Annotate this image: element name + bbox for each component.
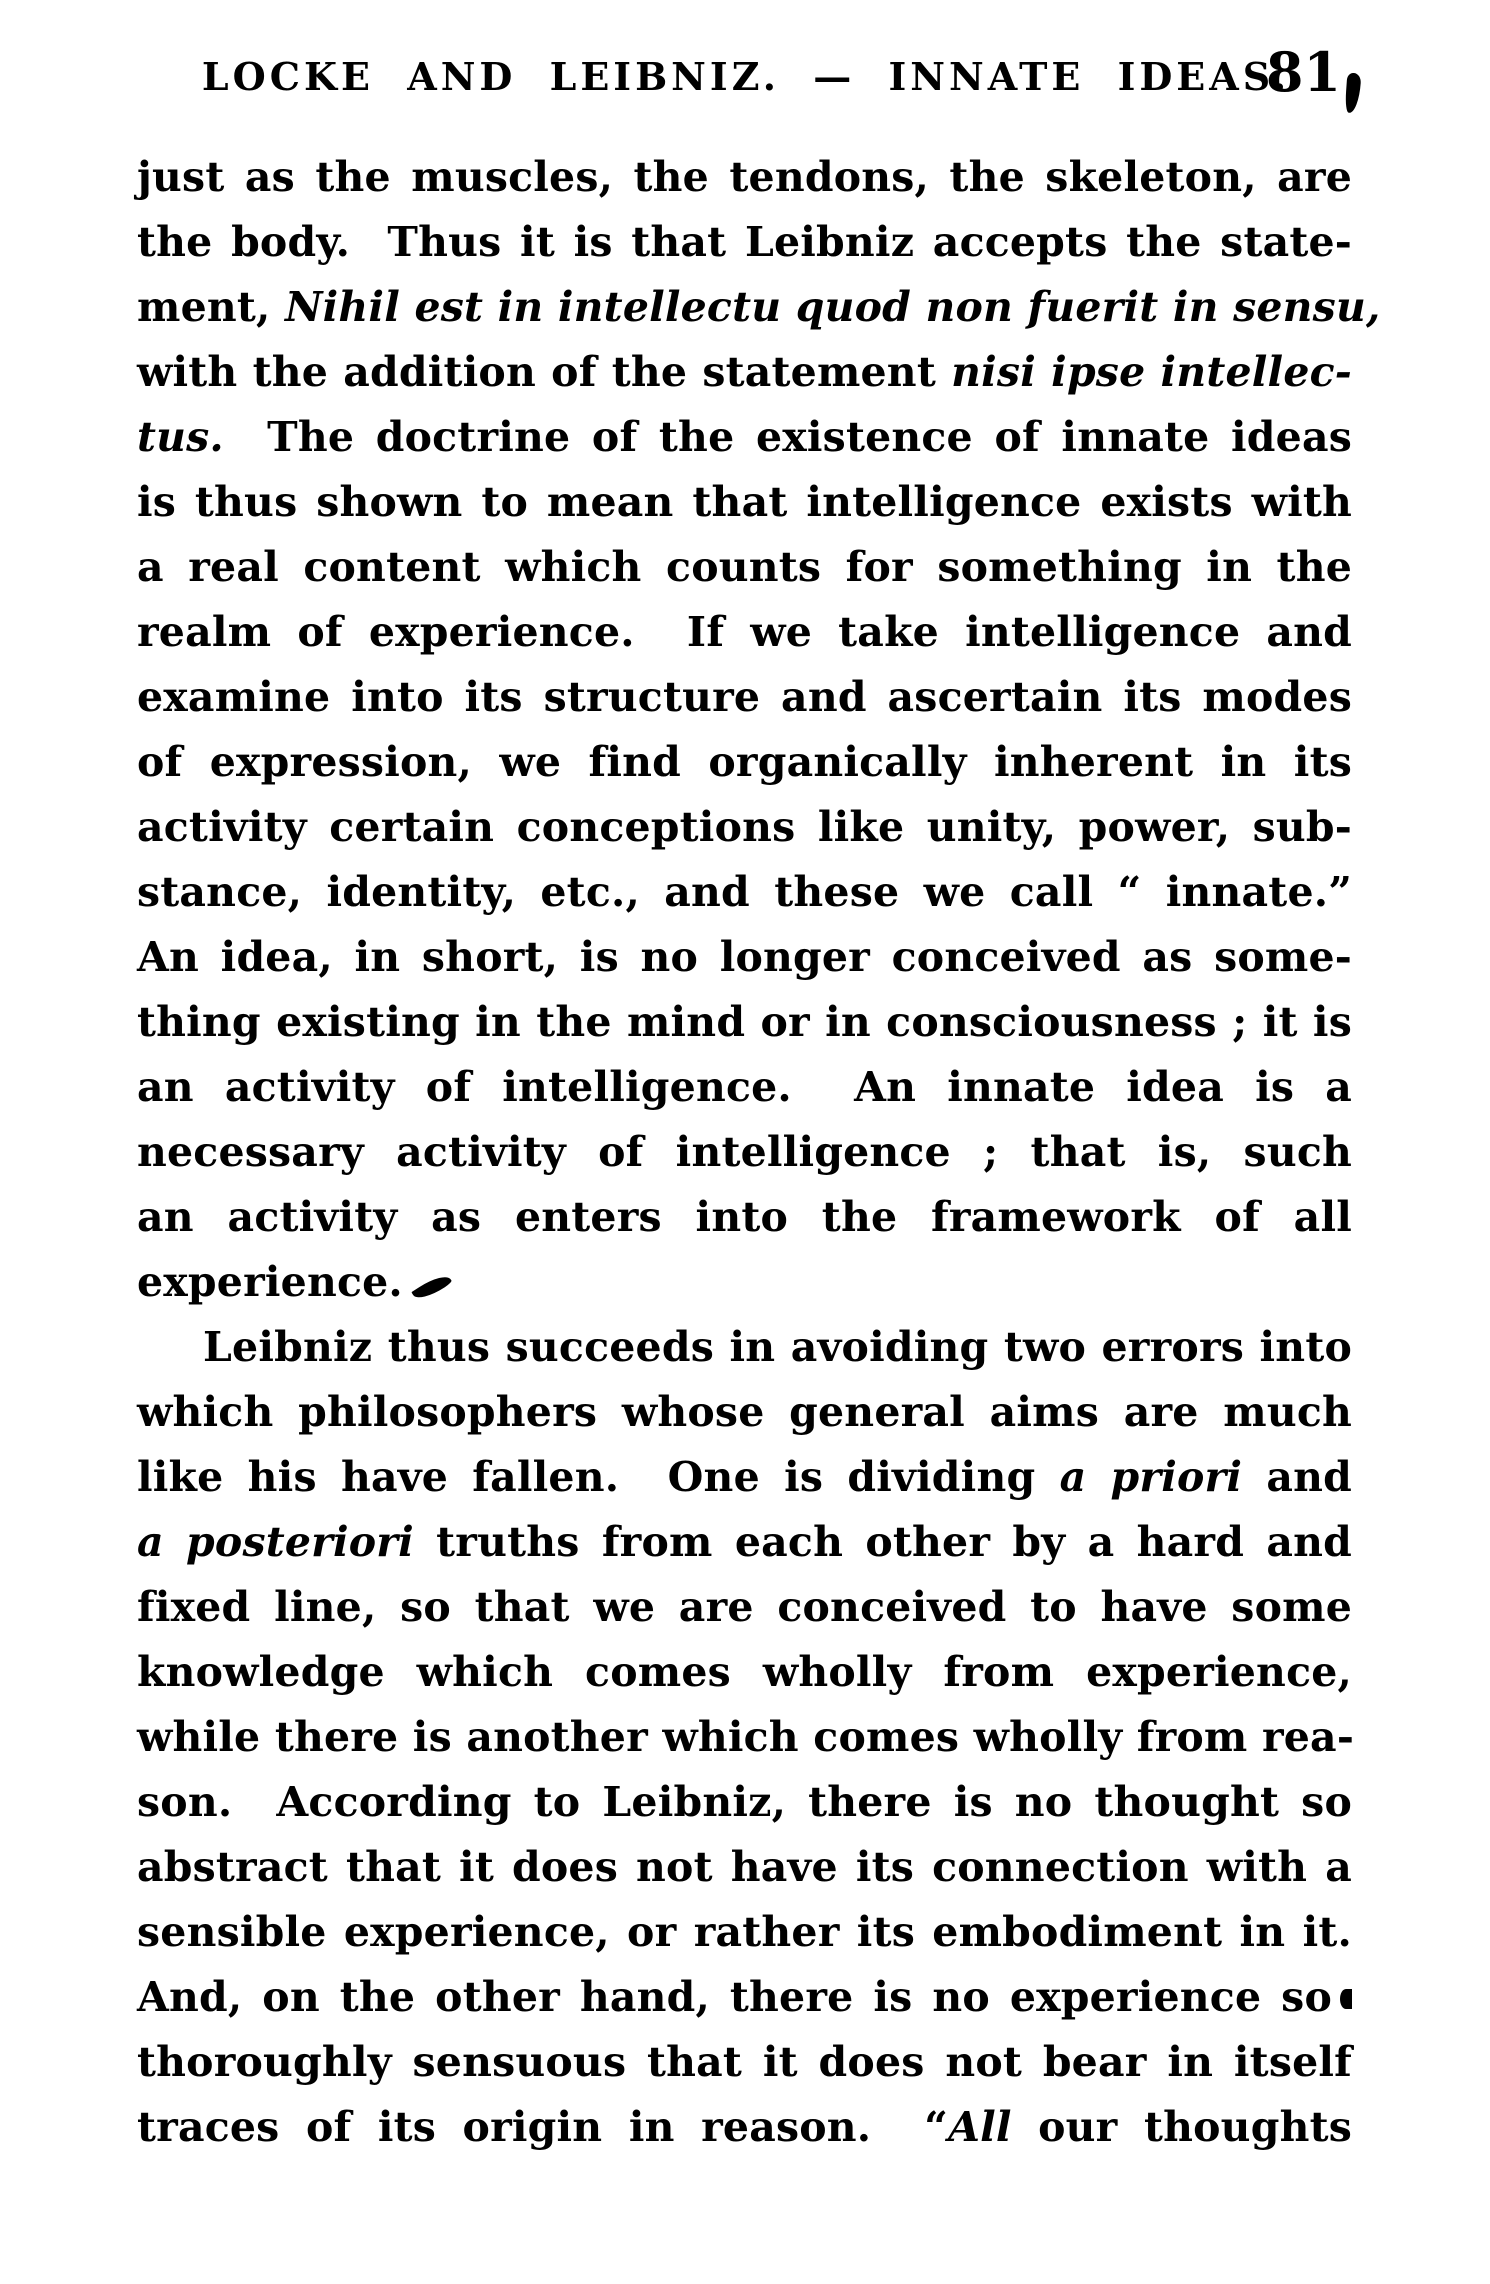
- text-run: an activity of intelligence. An innate idea is a: [137, 1063, 1352, 1111]
- text-line: [137, 1770, 1352, 1835]
- text-run: An idea, in short, is no longer conceived as some-: [137, 933, 1352, 981]
- text-run: examine into its structure and ascertain its modes: [137, 673, 1352, 721]
- ink-blob-mark: [1345, 73, 1362, 114]
- text-run: like his have fallen. One is dividing: [137, 1453, 1060, 1501]
- text-line: [137, 210, 1352, 275]
- text-run: knowledge which comes wholly from experience,: [137, 1648, 1352, 1696]
- text-run: while there is another which comes wholly from rea-: [137, 1713, 1355, 1761]
- text-run: the body. Thus it is that Leibniz accepts the state-: [137, 218, 1352, 266]
- text-line: [137, 1835, 1352, 1900]
- text-run: an activity as enters into the framework of all: [137, 1193, 1352, 1241]
- text-run: traces of its origin in reason. “: [137, 2103, 949, 2151]
- text-run: And, on the other hand, there is no experience so: [137, 1973, 1332, 2021]
- text-line: [137, 145, 1352, 210]
- text-line: [137, 2095, 1352, 2160]
- half-disc-mark: [1340, 1989, 1352, 2009]
- italic-text-run: Nihil est in intellectu quod non fuerit in sensu,: [284, 283, 1381, 331]
- page-header: [137, 40, 1355, 104]
- text-run: fixed line, so that we are conceived to have some: [137, 1583, 1352, 1631]
- page-number-value: 81: [1265, 40, 1341, 104]
- text-run: a real content which counts for something in the: [137, 543, 1352, 591]
- text-line: [137, 1250, 1352, 1315]
- text-line: [137, 1185, 1352, 1250]
- text-line: [137, 860, 1352, 925]
- text-run: just as the muscles, the tendons, the skeleton, are: [137, 153, 1352, 201]
- text-line: [137, 2030, 1352, 2095]
- text-run: our thoughts: [1011, 2103, 1352, 2151]
- text-run: with the addition of the statement: [137, 348, 952, 396]
- italic-text-run: a posteriori: [137, 1518, 414, 1566]
- text-line: [137, 1315, 1352, 1380]
- running-header-title: LOCKE AND LEIBNIZ. — INNATE IDEAS.: [201, 54, 1291, 99]
- text-line: [137, 1445, 1352, 1510]
- text-run: of expression, we find organically inherent in its: [137, 738, 1352, 786]
- text-run: activity certain conceptions like unity, power, sub-: [137, 803, 1352, 851]
- page-number: [1265, 40, 1360, 113]
- text-line: [137, 795, 1352, 860]
- text-run: son. According to Leibniz, there is no thought so: [137, 1778, 1352, 1826]
- text-line: [137, 405, 1352, 470]
- text-run: thing existing in the mind or in consciousness ; it is: [137, 998, 1352, 1046]
- text-line: [137, 1965, 1352, 2030]
- text-line: [137, 470, 1352, 535]
- text-line: [137, 1575, 1352, 1640]
- text-line: [137, 340, 1352, 405]
- text-line: [137, 1510, 1352, 1575]
- text-run: necessary activity of intelligence ; that is, such: [137, 1128, 1352, 1176]
- text-line: [137, 1705, 1355, 1770]
- text-run: abstract that it does not have its connection with a: [137, 1843, 1352, 1891]
- text-run: sensible experience, or rather its embodiment in it.: [137, 1908, 1352, 1956]
- text-run: Leibniz thus succeeds in avoiding two errors into: [203, 1323, 1352, 1371]
- italic-text-run: a priori: [1059, 1453, 1243, 1501]
- text-line: [137, 925, 1352, 990]
- text-line: [137, 535, 1352, 600]
- text-line: [137, 1120, 1352, 1185]
- text-line: [137, 1380, 1352, 1445]
- text-run: thoroughly sensuous that it does not bear in itself: [137, 2038, 1352, 2086]
- text-line: [137, 275, 1381, 340]
- text-run: which philosophers whose general aims are much: [137, 1388, 1352, 1436]
- text-line: [137, 665, 1352, 730]
- italic-text-run: nisi ipse intellec-: [951, 348, 1352, 396]
- text-run: and: [1242, 1453, 1352, 1501]
- page-body: [137, 145, 1381, 2160]
- text-run: experience.: [137, 1258, 403, 1306]
- text-line: [137, 1055, 1352, 1120]
- text-run: is thus shown to mean that intelligence exists with: [137, 478, 1352, 526]
- text-run: truths from each other by a hard and: [413, 1518, 1353, 1566]
- text-line: [137, 1900, 1352, 1965]
- text-line: [137, 730, 1352, 795]
- text-run: ment,: [137, 283, 285, 331]
- italic-text-run: All: [948, 2103, 1012, 2151]
- italic-text-run: tus.: [137, 413, 224, 461]
- text-line: [137, 990, 1352, 1055]
- text-run: realm of experience. If we take intelligence and: [137, 608, 1352, 656]
- text-run: stance, identity, etc., and these we call “ innate.”: [137, 868, 1352, 916]
- text-line: [137, 600, 1352, 665]
- flourish-mark: [411, 1270, 452, 1304]
- text-run: The doctrine of the existence of innate ideas: [223, 413, 1352, 461]
- text-line: [137, 1640, 1352, 1705]
